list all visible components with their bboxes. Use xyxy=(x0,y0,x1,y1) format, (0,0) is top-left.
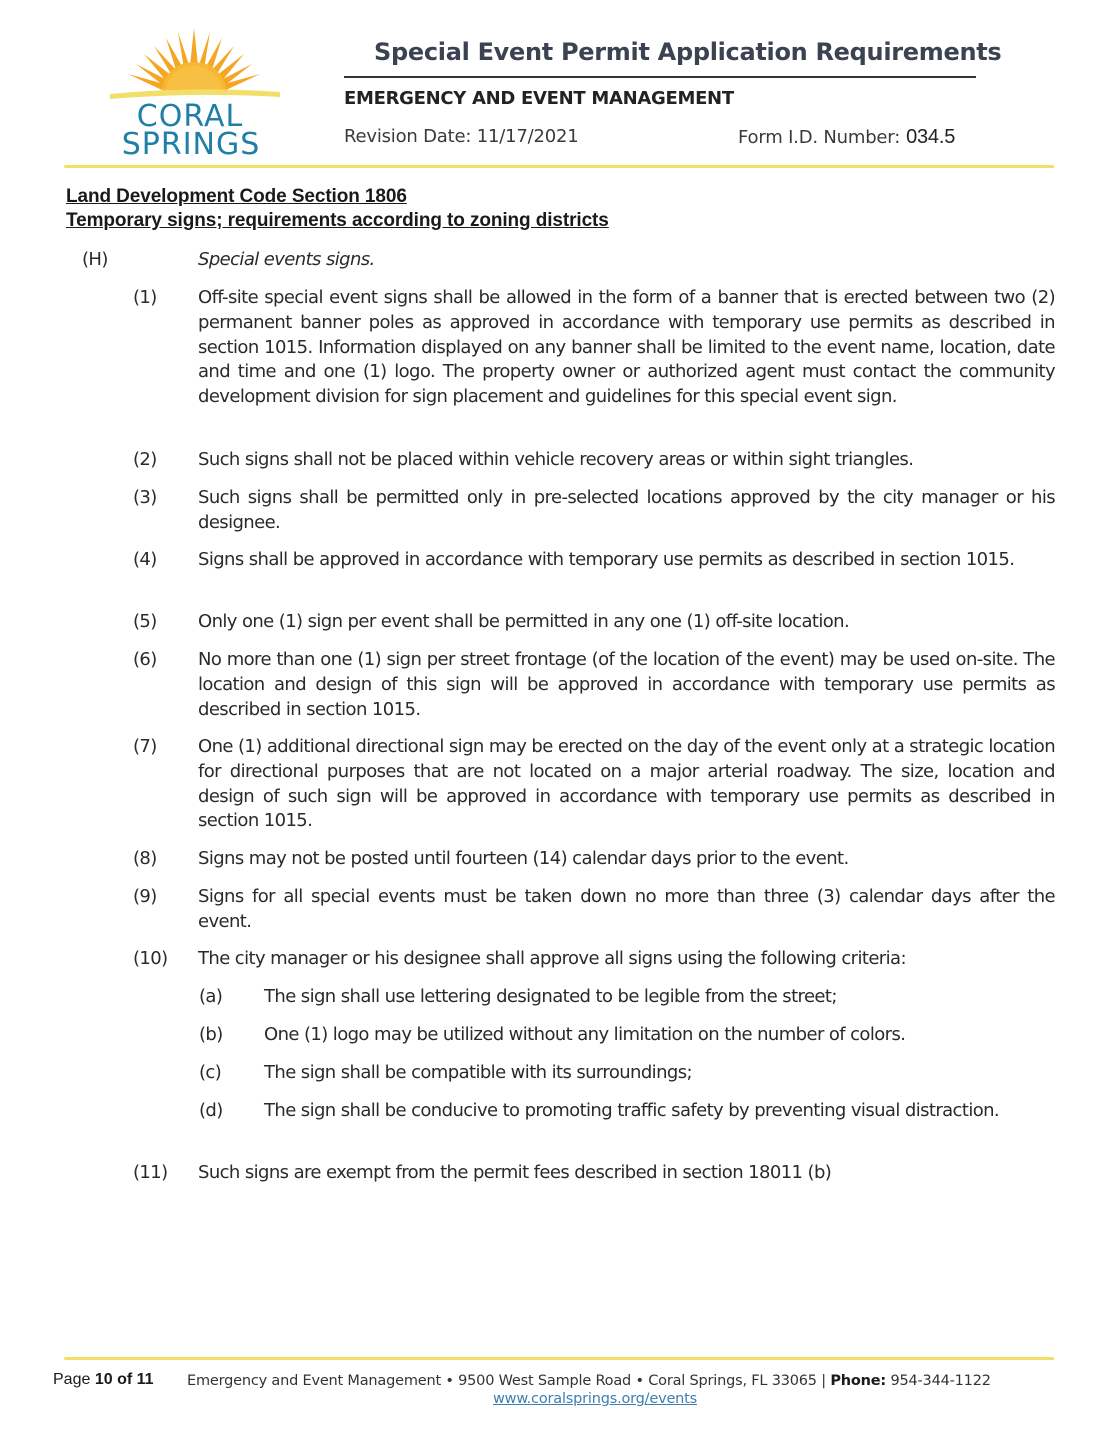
sub-item-text: One (1) logo may be utilized without any limitation on the number of colors. xyxy=(264,1024,906,1045)
item-text: No more than one (1) sign per street frontage (of the location of the event) may be used on-site. The location and design of this sign will be approved in accordance with temporary use permits as described in section 1015. xyxy=(198,649,1055,720)
item-marker: (11) xyxy=(133,1162,168,1183)
header-divider xyxy=(64,165,1054,168)
code-section-heading: Land Development Code Section 1806 xyxy=(66,186,407,207)
footer-divider xyxy=(64,1357,1054,1360)
item-marker: (10) xyxy=(133,948,168,969)
item-text: Signs may not be posted until fourteen (14) calendar days prior to the event. xyxy=(198,848,849,869)
sun-icon xyxy=(104,26,284,106)
item-text: Such signs are exempt from the permit fees described in section 18011 (b) xyxy=(198,1162,832,1183)
coral-springs-logo xyxy=(104,26,284,162)
item-marker: (5) xyxy=(133,611,157,632)
item-marker: (9) xyxy=(133,886,157,907)
item-text: Off-site special event signs shall be allowed in the form of a banner that is erected between two (2) permanent banner poles as approved in accordance with temporary use permits as described in section 1015. Information displayed on any banner shall be limited to the event name, location, date and time and one (1) logo. The property owner or authorized agent must contact the community development division for sign placement and guidelines for this special event sign. xyxy=(198,287,1055,408)
item-marker: (2) xyxy=(133,449,157,470)
item-text: Such signs shall be permitted only in pre-selected locations approved by the city manager or his designee. xyxy=(198,487,1055,533)
code-subsection-heading: Temporary signs; requirements according to zoning districts xyxy=(66,210,609,231)
phone-label: Phone: xyxy=(830,1373,887,1389)
revision-date-value: 11/17/2021 xyxy=(476,126,579,147)
page-number xyxy=(53,1371,154,1389)
sub-item-text: The sign shall be compatible with its surroundings; xyxy=(264,1062,692,1083)
item-marker: (7) xyxy=(133,736,157,757)
website-link[interactable]: www.coralsprings.org/events xyxy=(493,1391,698,1407)
department-name: EMERGENCY AND EVENT MANAGEMENT xyxy=(344,88,734,109)
sub-item-marker: (c) xyxy=(199,1062,222,1083)
page-prefix: Page xyxy=(53,1371,91,1388)
item-text: Signs shall be approved in accordance with temporary use permits as described in section 1015. xyxy=(198,549,1015,570)
item-marker: (6) xyxy=(133,649,157,670)
page-total: 11 xyxy=(136,1371,154,1388)
form-id xyxy=(738,126,955,149)
revision-date xyxy=(344,126,579,147)
address-text: Emergency and Event Management • 9500 West Sample Road • Coral Springs, FL 33065 | xyxy=(187,1373,826,1389)
item-text: Such signs shall not be placed within vehicle recovery areas or within sight triangles. xyxy=(198,449,914,470)
item-marker: (3) xyxy=(133,487,157,508)
revision-label: Revision Date: xyxy=(344,126,472,147)
section-marker: (H) xyxy=(82,249,108,270)
sub-item-marker: (d) xyxy=(199,1100,223,1121)
form-id-label: Form I.D. Number: xyxy=(738,127,901,148)
page-current: 10 xyxy=(94,1371,113,1388)
logo-text-springs: SPRINGS xyxy=(121,127,261,162)
sub-item-marker: (a) xyxy=(199,986,223,1007)
page-of: of xyxy=(117,1371,133,1388)
phone-number: 954-344-1122 xyxy=(890,1373,991,1389)
item-marker: (1) xyxy=(133,287,157,308)
item-text: The city manager or his designee shall approve all signs using the following criteria: xyxy=(198,948,906,969)
item-text: Only one (1) sign per event shall be permitted in any one (1) off-site location. xyxy=(198,611,850,632)
title-divider xyxy=(344,76,976,78)
section-title: Special events signs. xyxy=(198,249,375,270)
sub-item-text: The sign shall be conducive to promoting traffic safety by preventing visual distraction. xyxy=(264,1100,1000,1121)
sub-item-marker: (b) xyxy=(199,1024,223,1045)
item-text: One (1) additional directional sign may be erected on the day of the event only at a strategic location for directional purposes that are not located on a major arterial roadway. The size, location and design of such sign will be approved in accordance with temporary use permits as described in section 1015. xyxy=(198,736,1055,832)
form-id-number: 034.5 xyxy=(906,126,956,148)
item-text: Signs for all special events must be taken down no more than three (3) calendar days after the event. xyxy=(198,886,1055,932)
item-marker: (8) xyxy=(133,848,157,869)
footer-address xyxy=(187,1373,991,1389)
item-marker: (4) xyxy=(133,549,157,570)
sub-item-text: The sign shall use lettering designated to be legible from the street; xyxy=(264,986,837,1007)
document-title: Special Event Permit Application Requirements xyxy=(374,38,1002,66)
logo-text-coral: CORAL xyxy=(136,99,244,134)
